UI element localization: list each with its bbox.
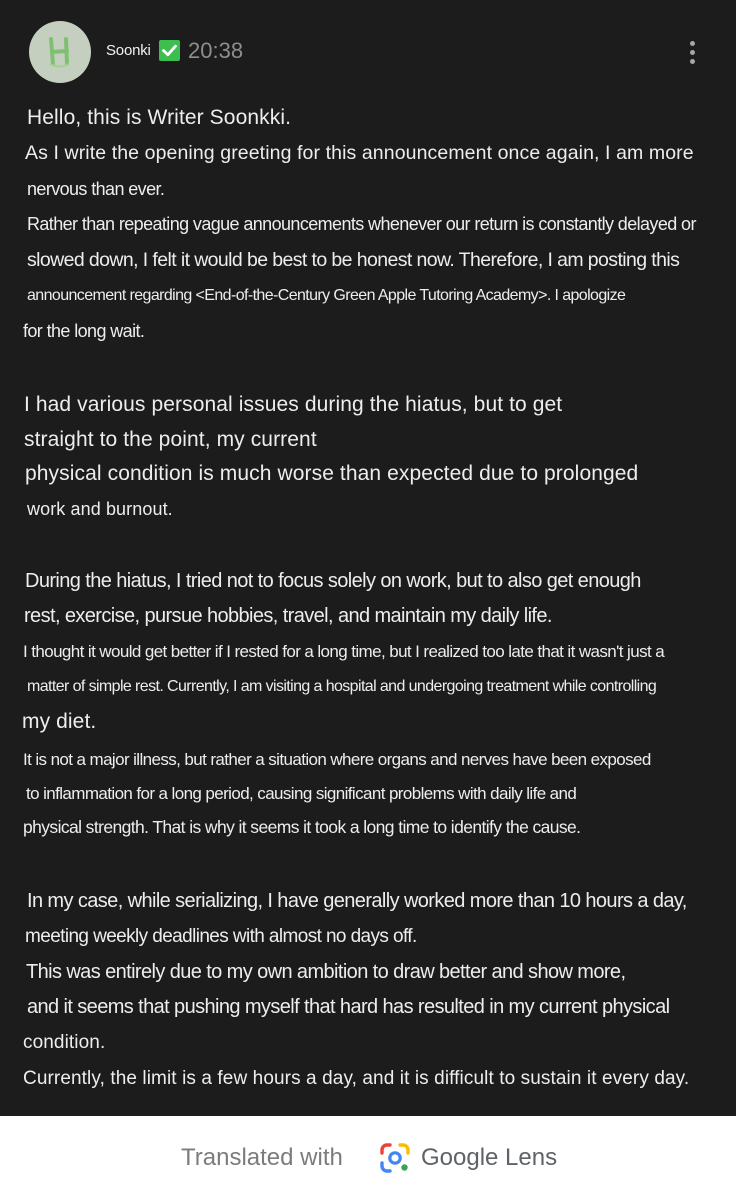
google-lens-brand: Google Lens <box>421 1144 558 1171</box>
post-line: In my case, while serializing, I have generally worked more than 10 hours a day, <box>27 890 687 912</box>
post-line: physical condition is much worse than expected due to prolonged <box>25 462 639 485</box>
post-line: Hello, this is Writer Soonkki. <box>27 106 292 129</box>
translation-footer <box>0 1116 736 1200</box>
post-line: rest, exercise, pursue hobbies, travel, and maintain my daily life. <box>24 605 552 627</box>
post-line: It is not a major illness, but rather a situation where organs and nerves have been exposed <box>23 750 651 769</box>
google-lens-icon <box>378 1141 412 1175</box>
post-line: Currently, the limit is a few hours a day, and it is difficult to sustain it every day. <box>23 1068 690 1089</box>
author-name[interactable]: Soonki <box>106 42 151 59</box>
post-timestamp: 20:38 <box>188 38 244 63</box>
post-line: for the long wait. <box>23 321 145 341</box>
post-line: matter of simple rest. Currently, I am visiting a hospital and undergoing treatment while controlling <box>27 678 657 695</box>
post-line: I had various personal issues during the hiatus, but to get <box>24 393 563 416</box>
post-line: to inflammation for a long period, causing significant problems with daily life and <box>26 784 577 803</box>
post-line: slowed down, I felt it would be best to be honest now. Therefore, I am posting this <box>27 249 680 271</box>
post-line: straight to the point, my current <box>24 428 317 451</box>
post-line: Rather than repeating vague announcements whenever our return is constantly delayed or <box>27 214 696 234</box>
post-line: This was entirely due to my own ambition to draw better and show more, <box>26 961 626 983</box>
post-line: announcement regarding <End-of-the-Century Green Apple Tutoring Academy>. I apologize <box>27 287 626 304</box>
post-line: work and burnout. <box>27 499 173 519</box>
post-line: As I write the opening greeting for this announcement once again, I am more <box>25 142 694 164</box>
post-line: During the hiatus, I tried not to focus solely on work, but to also get enough <box>25 570 641 592</box>
post-line: nervous than ever. <box>27 179 165 199</box>
post-line: condition. <box>23 1032 106 1053</box>
translated-with-label: Translated with <box>181 1144 343 1171</box>
post-line: and it seems that pushing myself that hard has resulted in my current physical <box>27 996 670 1018</box>
post-line: I thought it would get better if I rested for a long time, but I realized too late that it wasn't just a <box>23 642 665 661</box>
post-line: my diet. <box>22 710 97 733</box>
post-line: physical strength. That is why it seems it took a long time to identify the cause. <box>23 817 581 837</box>
post-line: meeting weekly deadlines with almost no days off. <box>25 926 417 947</box>
